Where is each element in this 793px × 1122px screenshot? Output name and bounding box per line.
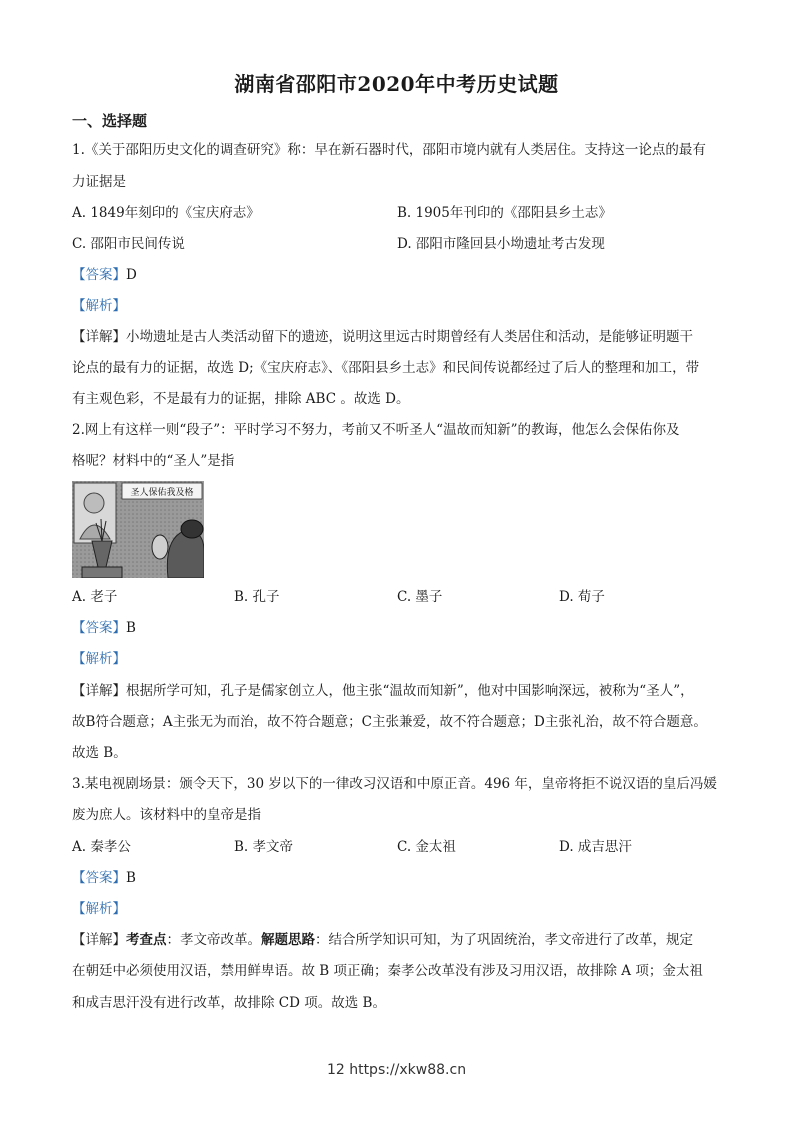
- detail-label: 【详解】: [72, 932, 126, 948]
- q3-option-b: B. 孝文帝: [234, 839, 294, 855]
- q3-answer: [72, 868, 724, 888]
- answer-label: 【答案】: [72, 870, 126, 886]
- page-footer: 12 https://xkw88.cn: [326, 1062, 467, 1078]
- q3-option-a: A. 秦孝公: [72, 839, 131, 855]
- q2-option-b: B. 孔子: [234, 589, 280, 605]
- q1-detail-line3: 有主观色彩，不是最有力的证据，排除 ABC 。故选 D。: [72, 391, 410, 407]
- q3-analysis-label: 【解析】: [72, 901, 126, 917]
- q1-detail-line1: [72, 327, 724, 347]
- answer-label: 【答案】: [72, 620, 126, 636]
- q1-option-a: A. 1849年刻印的《宝庆府志》: [72, 205, 260, 221]
- q2-detail-line2: 故B符合题意；A主张无为而治，故不符合题意；C主张兼爱，故不符合题意；D主张礼治，故不符合题意。: [72, 714, 707, 730]
- q3-detail-line2: 在朝廷中必须使用汉语，禁用鲜卑语。故 B 项正确；秦孝公改革没有涉及习用汉语，故排除 A 项；金太祖: [72, 963, 703, 979]
- cartoon-caption: 圣人保佑我及格: [130, 488, 194, 498]
- q2-stem-line2: 格呢？材料中的“圣人”是指: [72, 453, 235, 469]
- q3-detail-line1: [72, 930, 724, 950]
- keyword-kaochadian: 考查点: [126, 932, 167, 948]
- q2-detail-line3: 故选 B。: [72, 745, 127, 761]
- q2-option-c: C. 墨子: [397, 589, 443, 605]
- q1-stem-line1: 1.《关于邵阳历史文化的调查研究》称：早在新石器时代，邵阳市境内就有人类居住。支持这一论点的最有: [72, 142, 706, 158]
- q2-analysis-label: 【解析】: [72, 651, 126, 667]
- q2-detail-text1: 根据所学可知，孔子是儒家创立人，他主张“温故而知新”，他对中国影响深远，被称为“圣人”，: [126, 683, 694, 699]
- keyword-jieti-silu: 解题思路: [261, 932, 315, 948]
- answer-label: 【答案】: [72, 267, 126, 283]
- q3-detail-line3: 和成吉思汗没有进行改革，故排除 CD 项。故选 B。: [72, 995, 386, 1011]
- q3-stem-line2: 废为庶人。该材料中的皇帝是指: [72, 807, 261, 823]
- section-heading: 一、选择题: [72, 112, 148, 130]
- q2-answer: [72, 618, 724, 638]
- detail-label: 【详解】: [72, 329, 126, 345]
- q2-detail-line1: [72, 681, 724, 701]
- q2-answer-value: B: [126, 620, 136, 636]
- detail-label: 【详解】: [72, 683, 126, 699]
- q1-answer-value: D: [126, 267, 137, 283]
- q1-detail-text1: 小坳遗址是古人类活动留下的遗迹，说明这里远古时期曾经有人类居住和活动，是能够证明题干: [126, 329, 693, 345]
- q1-analysis-label: 【解析】: [72, 298, 126, 314]
- q3-detail-part1: ：孝文帝改革。: [166, 932, 261, 948]
- q1-option-b: B. 1905年刊印的《邵阳县乡土志》: [397, 205, 612, 221]
- q3-option-d: D. 成吉思汗: [559, 839, 632, 855]
- q1-option-d: D. 邵阳市隆回县小坳遗址考古发现: [397, 236, 605, 252]
- q3-answer-value: B: [126, 870, 136, 886]
- q3-detail-part2: ：结合所学知识可知，为了巩固统治，孝文帝进行了改革，规定: [315, 932, 693, 948]
- q1-option-c: C. 邵阳市民间传说: [72, 236, 185, 252]
- q3-stem-line1: 3.某电视剧场景：颁令天下，30 岁以下的一律改习汉语和中原正音。496 年，皇帝将拒不说汉语的皇后冯媛: [72, 776, 717, 792]
- q2-option-a: A. 老子: [72, 589, 118, 605]
- q2-option-d: D. 荀子: [559, 589, 605, 605]
- page-title: 湖南省邵阳市2020年中考历史试题: [234, 72, 559, 96]
- q2-stem-line1: 2.网上有这样一则“段子”：平时学习不努力，考前又不听圣人“温故而知新”的教诲，他怎么会保佑你及: [72, 422, 680, 438]
- q1-stem-line2: 力证据是: [72, 174, 126, 190]
- q3-option-c: C. 金太祖: [397, 839, 456, 855]
- q1-detail-line2: 论点的最有力的证据，故选 D;《宝庆府志》、《邵阳县乡土志》和民间传说都经过了后人的整理和加工，带: [72, 360, 700, 376]
- cartoon-image: [72, 481, 204, 578]
- q1-answer: [72, 265, 724, 285]
